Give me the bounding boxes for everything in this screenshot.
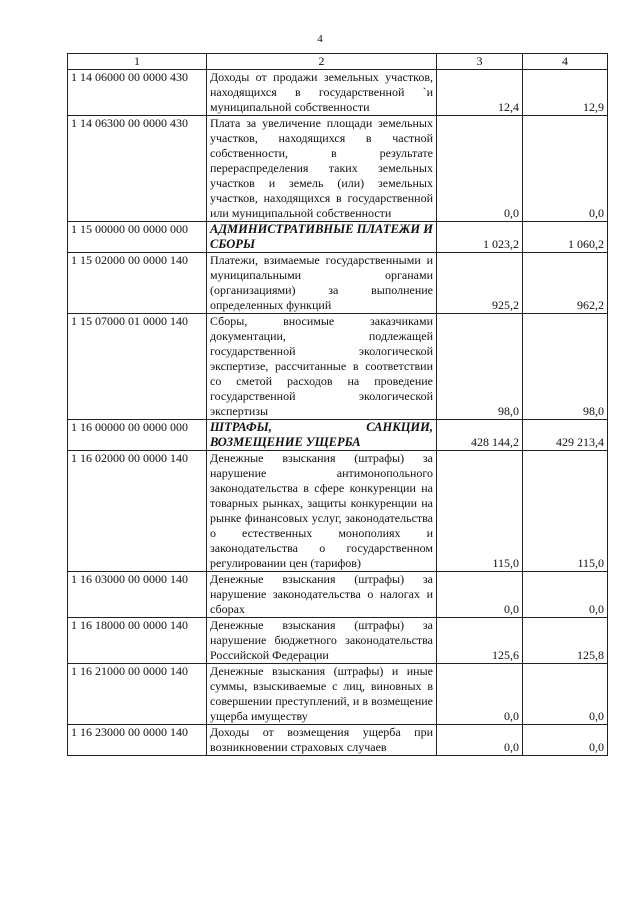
page-number: 4 xyxy=(317,33,323,45)
column-header-4: 4 xyxy=(523,54,608,70)
revenue-name-cell: АДМИНИСТРАТИВНЫЕ ПЛАТЕЖИ И СБОРЫ xyxy=(207,222,437,253)
table-body xyxy=(68,54,608,756)
budget-code-cell: 1 16 02000 00 0000 140 xyxy=(68,451,207,572)
value-col4-cell: 12,9 xyxy=(523,70,608,116)
column-header-3: 3 xyxy=(437,54,523,70)
revenue-name-cell: Доходы от возмещения ущерба при возникновении страховых случаев xyxy=(207,725,437,756)
value-col3-cell: 0,0 xyxy=(437,664,523,725)
value-col4-cell: 1 060,2 xyxy=(523,222,608,253)
value-col3-cell: 12,4 xyxy=(437,70,523,116)
revenue-name-cell: Сборы, вносимые заказчиками документации, подлежащей государственной экологической экспертизе, рассчитанные в соответствии со сметой расходов на проведение государственной экологической экспертизы xyxy=(207,314,437,420)
revenue-name-cell: Плата за увеличение площади земельных участков, находящихся в частной собственности, в результате перераспределения таких земельных участков и земель (или) земельных участков, находящихся в государственной или муниципальной собственности xyxy=(207,116,437,222)
value-col3-cell: 428 144,2 xyxy=(437,420,523,451)
budget-code-cell: 1 15 02000 00 0000 140 xyxy=(68,253,207,314)
revenue-name-cell: Денежные взыскания (штрафы) за нарушение бюджетного законодательства Российской Федерации xyxy=(207,618,437,664)
value-col3-cell: 1 023,2 xyxy=(437,222,523,253)
value-col4-cell: 0,0 xyxy=(523,725,608,756)
column-header-1: 1 xyxy=(68,54,207,70)
table-row xyxy=(68,572,608,618)
value-col4-cell: 0,0 xyxy=(523,116,608,222)
budget-revenue-table xyxy=(67,53,608,756)
budget-code-cell: 1 14 06300 00 0000 430 xyxy=(68,116,207,222)
table-row xyxy=(68,70,608,116)
value-col3-cell: 115,0 xyxy=(437,451,523,572)
budget-code-cell: 1 15 00000 00 0000 000 xyxy=(68,222,207,253)
table-header-row xyxy=(68,54,608,70)
value-col4-cell: 98,0 xyxy=(523,314,608,420)
table-row xyxy=(68,116,608,222)
column-header-2: 2 xyxy=(207,54,437,70)
value-col4-cell: 962,2 xyxy=(523,253,608,314)
table-row xyxy=(68,618,608,664)
budget-code-cell: 1 14 06000 00 0000 430 xyxy=(68,70,207,116)
table-row xyxy=(68,664,608,725)
value-col3-cell: 0,0 xyxy=(437,725,523,756)
budget-code-cell: 1 16 18000 00 0000 140 xyxy=(68,618,207,664)
value-col3-cell: 0,0 xyxy=(437,116,523,222)
revenue-name-cell: Платежи, взимаемые государственными и муниципальными органами (организациями) за выполнение определенных функций xyxy=(207,253,437,314)
table-row xyxy=(68,725,608,756)
budget-code-cell: 1 16 23000 00 0000 140 xyxy=(68,725,207,756)
budget-code-cell: 1 16 03000 00 0000 140 xyxy=(68,572,207,618)
revenue-name-cell: Денежные взыскания (штрафы) за нарушение антимонопольного законодательства в сфере конкуренции на товарных рынках, защиты конкуренции на рынке финансовых услуг, законодательства о естественных монополиях и законодательства о государственном регулировании цен (тарифов) xyxy=(207,451,437,572)
table-row xyxy=(68,314,608,420)
value-col4-cell: 0,0 xyxy=(523,664,608,725)
revenue-name-cell: Доходы от продажи земельных участков, находящихся в государственной `и муниципальной собственности xyxy=(207,70,437,116)
revenue-name-cell: Денежные взыскания (штрафы) за нарушение законодательства о налогах и сборах xyxy=(207,572,437,618)
table-row xyxy=(68,253,608,314)
revenue-name-cell: ШТРАФЫ, САНКЦИИ, ВОЗМЕЩЕНИЕ УЩЕРБА xyxy=(207,420,437,451)
value-col4-cell: 115,0 xyxy=(523,451,608,572)
value-col3-cell: 98,0 xyxy=(437,314,523,420)
value-col4-cell: 429 213,4 xyxy=(523,420,608,451)
value-col3-cell: 0,0 xyxy=(437,572,523,618)
value-col4-cell: 125,8 xyxy=(523,618,608,664)
budget-code-cell: 1 16 21000 00 0000 140 xyxy=(68,664,207,725)
value-col3-cell: 925,2 xyxy=(437,253,523,314)
value-col4-cell: 0,0 xyxy=(523,572,608,618)
table-row xyxy=(68,222,608,253)
revenue-name-cell: Денежные взыскания (штрафы) и иные суммы, взыскиваемые с лиц, виновных в совершении преступлений, и в возмещение ущерба имуществу xyxy=(207,664,437,725)
table-row xyxy=(68,451,608,572)
table-row xyxy=(68,420,608,451)
budget-code-cell: 1 15 07000 01 0000 140 xyxy=(68,314,207,420)
value-col3-cell: 125,6 xyxy=(437,618,523,664)
budget-code-cell: 1 16 00000 00 0000 000 xyxy=(68,420,207,451)
